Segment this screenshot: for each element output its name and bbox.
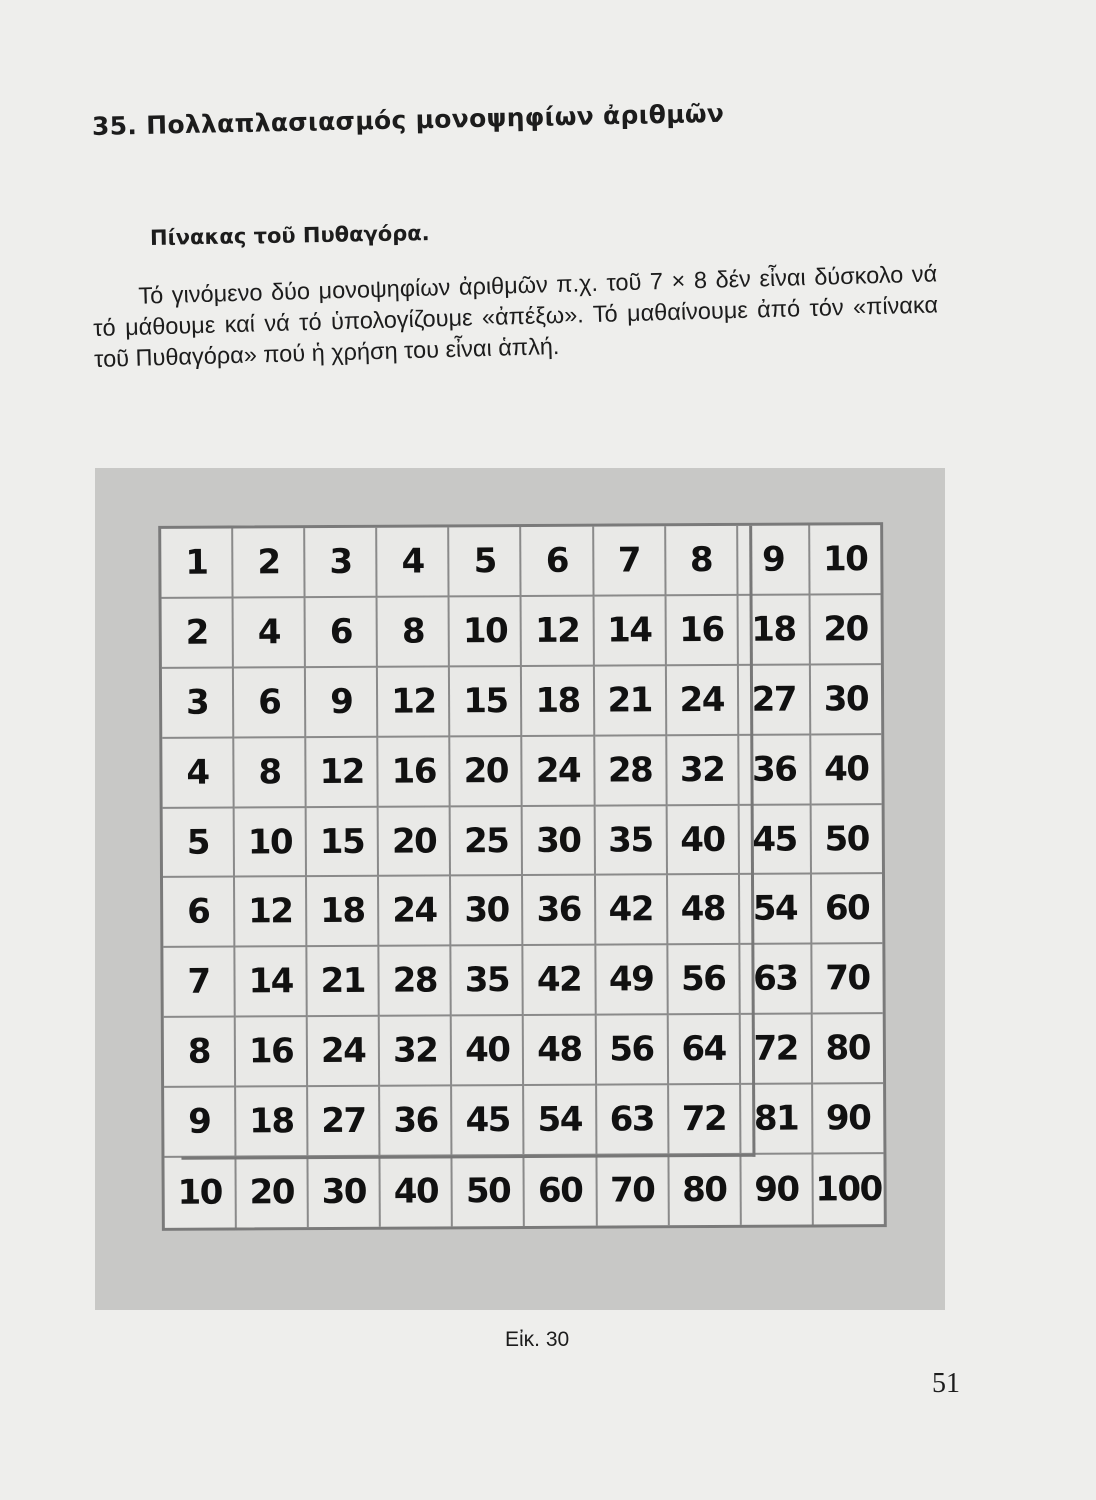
- body-paragraph: Τό γινόμενο δύο μονοψηφίων ἀριθμῶν π.χ. τοῦ 7 × 8 δέν εἶναι δύσκολο νά τό μάθουμε καί νά τό ὑπολογίζουμε «ἀπέξω». Τό μαθαίνουμε ἀπό τόν «πίνακα τοῦ Πυθαγόρα» πού ἡ χρήση του εἶναι ἁπλή.: [92, 260, 939, 372]
- table-cell: 18: [236, 1087, 308, 1157]
- table-cell: 12: [235, 878, 307, 948]
- table-cell: 40: [811, 735, 881, 805]
- table-cell: 3: [162, 668, 234, 738]
- subsection-heading: Πίνακας τοῦ Πυθαγόρα.: [149, 221, 430, 250]
- table-cell: 6: [522, 527, 594, 597]
- table-row: [162, 735, 881, 809]
- table-cell: 10: [235, 808, 307, 878]
- table-cell: 8: [234, 738, 306, 808]
- table-cell: 72: [669, 1085, 741, 1155]
- table-cell: 8: [666, 526, 738, 596]
- table-cell: 7: [163, 948, 235, 1018]
- table-cell: 60: [812, 875, 882, 945]
- table-cell: 32: [667, 736, 739, 806]
- table-cell: 9: [164, 1088, 236, 1158]
- table-cell: 6: [234, 668, 306, 738]
- table-cell: 4: [234, 598, 306, 668]
- table-cell: 30: [523, 806, 595, 876]
- table-cell: 81: [741, 1085, 813, 1155]
- table-cell: 35: [595, 806, 667, 876]
- table-cell: 10: [810, 525, 880, 595]
- table-cell: 54: [525, 1086, 597, 1156]
- table-cell: 36: [380, 1086, 452, 1156]
- table-cell: 32: [380, 1017, 452, 1087]
- table-cell: 2: [233, 528, 305, 598]
- table-cell: 15: [450, 667, 522, 737]
- table-cell: 27: [739, 665, 811, 735]
- table-cell: 70: [812, 944, 882, 1014]
- table-cell: 45: [739, 805, 811, 875]
- table-cell: 50: [453, 1156, 525, 1226]
- table-cell: 24: [379, 877, 451, 947]
- table-cell: 40: [452, 1016, 524, 1086]
- table-cell: 9: [738, 525, 810, 595]
- table-cell: 100: [815, 1169, 882, 1210]
- table-cell: 80: [813, 1014, 883, 1084]
- table-row: [164, 1014, 883, 1088]
- table-cell: 36: [739, 735, 811, 805]
- table-cell: 63: [597, 1085, 669, 1155]
- table-cell: 20: [810, 595, 880, 665]
- table-cell: 3: [305, 528, 377, 598]
- table-cell: 9: [306, 668, 378, 738]
- table-cell: 4: [162, 738, 234, 808]
- table-cell: 5: [163, 808, 235, 878]
- table-row: [164, 1084, 883, 1158]
- table-cell: 36: [523, 876, 595, 946]
- table-cell: 10: [450, 597, 522, 667]
- table-cell: 12: [306, 737, 378, 807]
- table-cell: 90: [741, 1154, 813, 1224]
- table-cell: 21: [308, 947, 380, 1017]
- table-cell: 70: [597, 1155, 669, 1225]
- table-cell: 28: [380, 947, 452, 1017]
- table-cell: 14: [594, 596, 666, 666]
- table-cell: 4: [377, 527, 449, 597]
- table-cell: 24: [523, 736, 595, 806]
- table-row: [162, 595, 881, 669]
- table-cell: 20: [451, 737, 523, 807]
- table-cell: 30: [309, 1157, 381, 1227]
- page-number: 51: [932, 1368, 960, 1399]
- table-cell: 56: [596, 1015, 668, 1085]
- table-cell: 18: [307, 877, 379, 947]
- table-cell: 42: [524, 946, 596, 1016]
- table-row: [163, 805, 882, 879]
- table-cell: 42: [596, 876, 668, 946]
- table-cell: 40: [667, 805, 739, 875]
- table-row: [164, 1154, 883, 1228]
- table-cell: 48: [668, 875, 740, 945]
- table-cell: 12: [522, 597, 594, 667]
- table-row: [161, 525, 880, 599]
- table-cell: 18: [738, 595, 810, 665]
- table-cell: 16: [379, 737, 451, 807]
- table-cell: 54: [740, 875, 812, 945]
- table-cell: 25: [451, 807, 523, 877]
- table-cell: 2: [162, 598, 234, 668]
- table-cell: 45: [452, 1086, 524, 1156]
- table-cell: 90: [813, 1084, 883, 1154]
- table-cell: 63: [740, 945, 812, 1015]
- table-cell: 80: [669, 1155, 741, 1225]
- figure-caption: Εἰκ. 30: [505, 1328, 570, 1351]
- table-cell: 40: [381, 1156, 453, 1226]
- table-cell: 64: [668, 1015, 740, 1085]
- table-cell: 27: [308, 1087, 380, 1157]
- table-cell: 8: [378, 597, 450, 667]
- table-cell: 24: [667, 666, 739, 736]
- table-cell: 56: [668, 945, 740, 1015]
- table-cell: 6: [163, 878, 235, 948]
- table-cell: 35: [452, 946, 524, 1016]
- table-cell: 1: [161, 529, 233, 599]
- table-cell: 50: [811, 805, 881, 875]
- table-row: [163, 944, 882, 1018]
- table-cell: 10: [164, 1158, 236, 1228]
- table-cell: 18: [522, 666, 594, 736]
- table-cell: 15: [307, 807, 379, 877]
- table-cell: 48: [524, 1016, 596, 1086]
- table-row: [163, 875, 882, 949]
- table-cell: 8: [164, 1018, 236, 1088]
- table-cell: 30: [811, 665, 881, 735]
- table-cell: 5: [450, 527, 522, 597]
- section-heading: 35. Πολλαπλασιασμός μονοψηφίων ἀριθμῶν: [91, 98, 725, 141]
- table-cell: 14: [235, 947, 307, 1017]
- table-cell: 72: [740, 1015, 812, 1085]
- table-cell: 20: [379, 807, 451, 877]
- table-row: [162, 665, 881, 739]
- table-cell: 21: [594, 666, 666, 736]
- table-cell: 6: [306, 598, 378, 668]
- table-cell: 16: [666, 596, 738, 666]
- table-cell: 7: [594, 526, 666, 596]
- table-cell: 30: [451, 876, 523, 946]
- table-cell: 12: [378, 667, 450, 737]
- table-cell: 60: [525, 1156, 597, 1226]
- table-cell: 28: [595, 736, 667, 806]
- pythagoras-multiplication-table: [158, 522, 887, 1231]
- table-cell: 20: [237, 1157, 309, 1227]
- table-cell: 24: [308, 1017, 380, 1087]
- table-cell: 49: [596, 946, 668, 1016]
- table-cell: 16: [236, 1017, 308, 1087]
